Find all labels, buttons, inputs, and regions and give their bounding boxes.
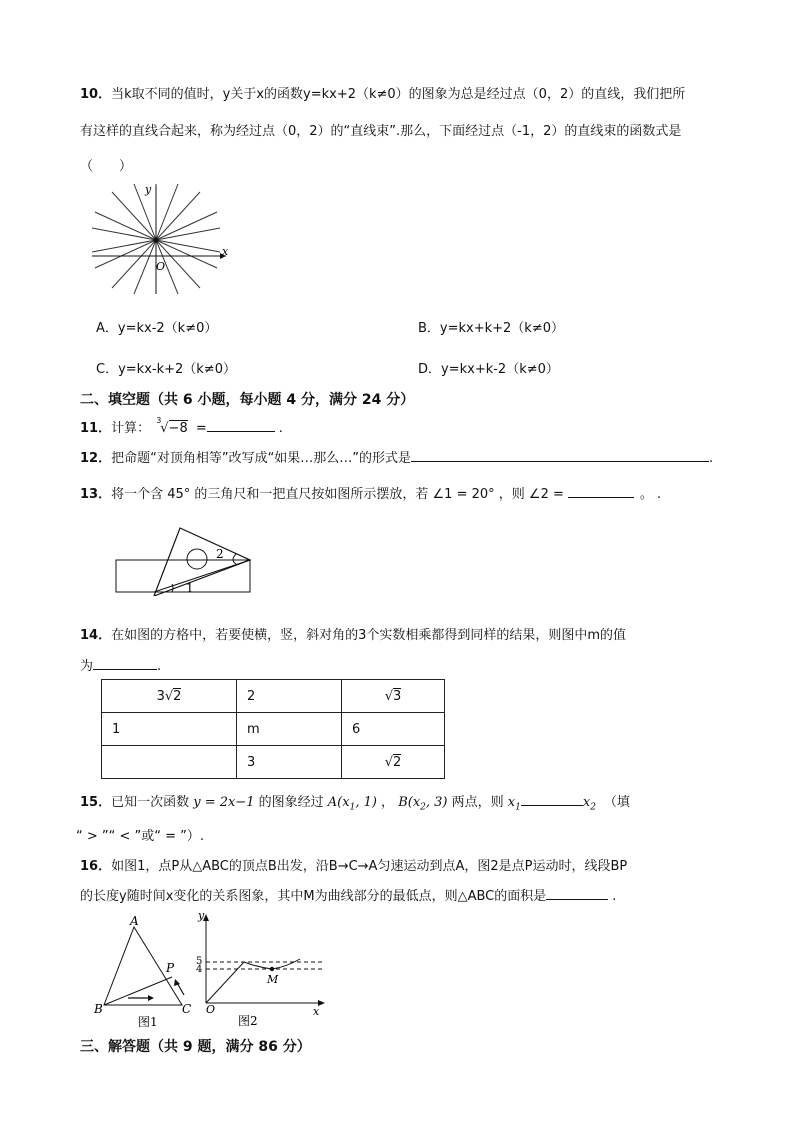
x2-var: x xyxy=(582,795,591,810)
q15-sep: ， xyxy=(376,795,399,810)
magic-square-grid xyxy=(101,679,445,779)
option-b[interactable]: B．y=kx+k+2（k≠0） xyxy=(418,321,565,336)
ruler-diagonal xyxy=(154,560,250,592)
section-3-heading: 三、解答题（共 9 题，满分 86 分） xyxy=(80,1039,311,1055)
sqrt-sign: √ xyxy=(384,688,393,704)
q11-answer-blank[interactable] xyxy=(207,417,275,432)
section-2-heading: 二、填空题（共 6 小题，每小题 4 分，满分 24 分） xyxy=(80,392,415,408)
point-a-name: A(x xyxy=(327,795,350,810)
q16-answer-blank[interactable] xyxy=(546,885,608,900)
q10-number: 10． xyxy=(80,87,112,102)
q15-pre: 已知一次函数 xyxy=(111,795,194,810)
q13-answer-blank[interactable] xyxy=(568,483,634,498)
q14-line2 xyxy=(80,655,161,674)
segment-bp xyxy=(104,977,172,1005)
q15-number: 15． xyxy=(80,795,112,810)
q10-line2: 有这样的直线合起来，称为经过点（0，2）的“直线束”.那么，下面经过点（-1，2）的直线束的函数式是 xyxy=(80,124,682,139)
label-5: 5 xyxy=(196,956,203,967)
option-c[interactable]: C．y=kx-k+2（k≠0） xyxy=(96,362,236,377)
q15-fill: （填 xyxy=(603,795,630,810)
arrow-bc-head xyxy=(148,995,154,1001)
label-4: 4 xyxy=(196,964,203,975)
q11 xyxy=(80,417,283,436)
point-b-name: B(x xyxy=(398,795,421,810)
arrow-ca-head xyxy=(174,979,180,986)
angle-2-arc xyxy=(233,554,236,564)
sqrt-sign: √ xyxy=(384,754,393,770)
q15-mid: 的图象经过 xyxy=(254,795,328,810)
q16-text-2: 的长度y随时间x变化的关系图象，其中M为曲线部分的最低点，则△ABC的面积是 xyxy=(80,889,547,904)
q15-function: y = 2x−1 xyxy=(193,795,255,810)
point-b-coords: , 3) xyxy=(425,795,448,810)
label-y: y xyxy=(198,909,205,922)
option-a[interactable]: A．y=kx-2（k≠0） xyxy=(96,321,218,336)
q14-end: . xyxy=(157,659,162,674)
set-square xyxy=(154,528,250,596)
q10-answer-parens: （ ） xyxy=(80,159,133,174)
q14-text: 在如图的方格中，若要使横，竖，斜对角的3个实数相乘都得到同样的结果，则图中m的值 xyxy=(111,628,627,643)
angle-1-label: 1 xyxy=(186,581,194,595)
radicand: 2 xyxy=(393,754,402,770)
q11-text: 计算： xyxy=(111,421,151,436)
q15-line2: “ > ”“ < ”或“ = ”）. xyxy=(76,829,205,844)
q14-text-2: 为 xyxy=(80,659,94,674)
q12 xyxy=(80,447,713,466)
q12-number: 12． xyxy=(80,451,112,466)
vertex-c: C xyxy=(182,1002,192,1016)
fig-y-label: y xyxy=(145,183,152,196)
label-x: x xyxy=(313,1005,320,1018)
q15-answer-blank[interactable] xyxy=(521,791,583,806)
grid-cell-r3c1 xyxy=(102,746,237,779)
q16-line2 xyxy=(80,885,616,904)
ruler-triangle-figure xyxy=(112,524,258,596)
q16-number: 16． xyxy=(80,859,112,874)
q12-end: . xyxy=(709,451,714,466)
coef: 3 xyxy=(156,688,165,704)
q15-post: 两点，则 xyxy=(447,795,508,810)
x2-sub: 2 xyxy=(590,802,596,813)
x1 xyxy=(507,795,521,813)
grid-row-2 xyxy=(102,713,445,746)
q16-line1 xyxy=(80,855,627,874)
center-point xyxy=(154,238,159,243)
radical-sign: √ xyxy=(160,421,169,436)
grid-row-3 xyxy=(102,746,445,779)
q12-text: 把命题“对顶角相等”改写成“如果…那么…”的形式是 xyxy=(111,451,412,466)
vertex-b: B xyxy=(94,1002,103,1016)
x1-sub: 1 xyxy=(515,802,521,813)
q13-text: 将一个含 45° 的三角尺和一把直尺按如图所示摆放，若 ∠1 = 20° ，则 ∠2 = xyxy=(111,487,564,502)
grid-cell-r1c2: 2 xyxy=(237,680,342,713)
fig-x-label: x xyxy=(222,245,229,258)
point-a-coords: , 1) xyxy=(355,795,377,810)
graph-curve xyxy=(206,962,244,1003)
figure-2-graph xyxy=(194,909,330,1031)
grid-row-1 xyxy=(102,680,445,713)
figure-2-caption: 图2 xyxy=(238,1014,258,1028)
q15-line1 xyxy=(80,791,630,813)
q10-text-1: 当k取不同的值时，y关于x的函数y=kx+2（k≠0）的图象为总是经过点（0，2）的直线，我们把所 xyxy=(111,87,686,102)
q12-answer-blank[interactable] xyxy=(411,447,709,462)
label-o: O xyxy=(206,1003,216,1016)
grid-cell-r2c3: 6 xyxy=(342,713,445,746)
angle-1-arc xyxy=(172,584,173,592)
ruler xyxy=(116,560,250,592)
grid-cell-r3c2: 3 xyxy=(237,746,342,779)
q16-end: . xyxy=(612,889,617,904)
q14-answer-blank[interactable] xyxy=(93,655,157,670)
grid-cell-r1c1 xyxy=(102,680,237,713)
x2 xyxy=(582,795,596,813)
point-m-dot xyxy=(270,967,274,971)
grid-cell-r2c1: 1 xyxy=(102,713,237,746)
q11-eq: = xyxy=(195,421,207,436)
label-m: M xyxy=(267,973,279,986)
grid-cell-r3c3 xyxy=(342,746,445,779)
radicand: 2 xyxy=(173,688,182,704)
figure-1-caption: 图1 xyxy=(138,1015,158,1029)
root-index: 3 xyxy=(156,416,162,425)
grid-cell-r1c3 xyxy=(342,680,445,713)
q13-number: 13． xyxy=(80,487,112,502)
set-square-hole xyxy=(187,549,207,569)
q11-number: 11． xyxy=(80,421,112,436)
sqrt-sign: √ xyxy=(164,688,174,704)
x1-var: x xyxy=(507,795,516,810)
radicand: −8 xyxy=(168,421,188,436)
q10-line1 xyxy=(80,83,685,102)
q13-end: 。 . xyxy=(639,487,662,502)
point-p: P xyxy=(166,961,175,975)
q13 xyxy=(80,483,661,502)
point-b-sub: 2 xyxy=(420,802,426,813)
q11-end: . xyxy=(278,421,283,436)
q16-text-1: 如图1，点P从△ABC的顶点B出发，沿B→C→A匀速运动到点A，图2是点P运动时，线段BP xyxy=(111,859,628,874)
point-b xyxy=(398,795,448,813)
fig-origin-label: O xyxy=(156,260,166,273)
q14-number: 14． xyxy=(80,628,112,643)
point-a xyxy=(327,795,377,813)
grid-cell-r2c2: m xyxy=(237,713,342,746)
angle-2-label: 2 xyxy=(216,547,224,561)
vertex-a: A xyxy=(130,914,139,928)
cube-root xyxy=(156,416,192,436)
option-d[interactable]: D．y=kx+k-2（k≠0） xyxy=(418,362,559,377)
point-a-sub: 1 xyxy=(349,802,356,813)
q14-line1 xyxy=(80,624,626,643)
figure-1-triangle xyxy=(92,913,198,1031)
radicand: 3 xyxy=(393,688,402,704)
line-bundle-figure xyxy=(92,182,232,294)
